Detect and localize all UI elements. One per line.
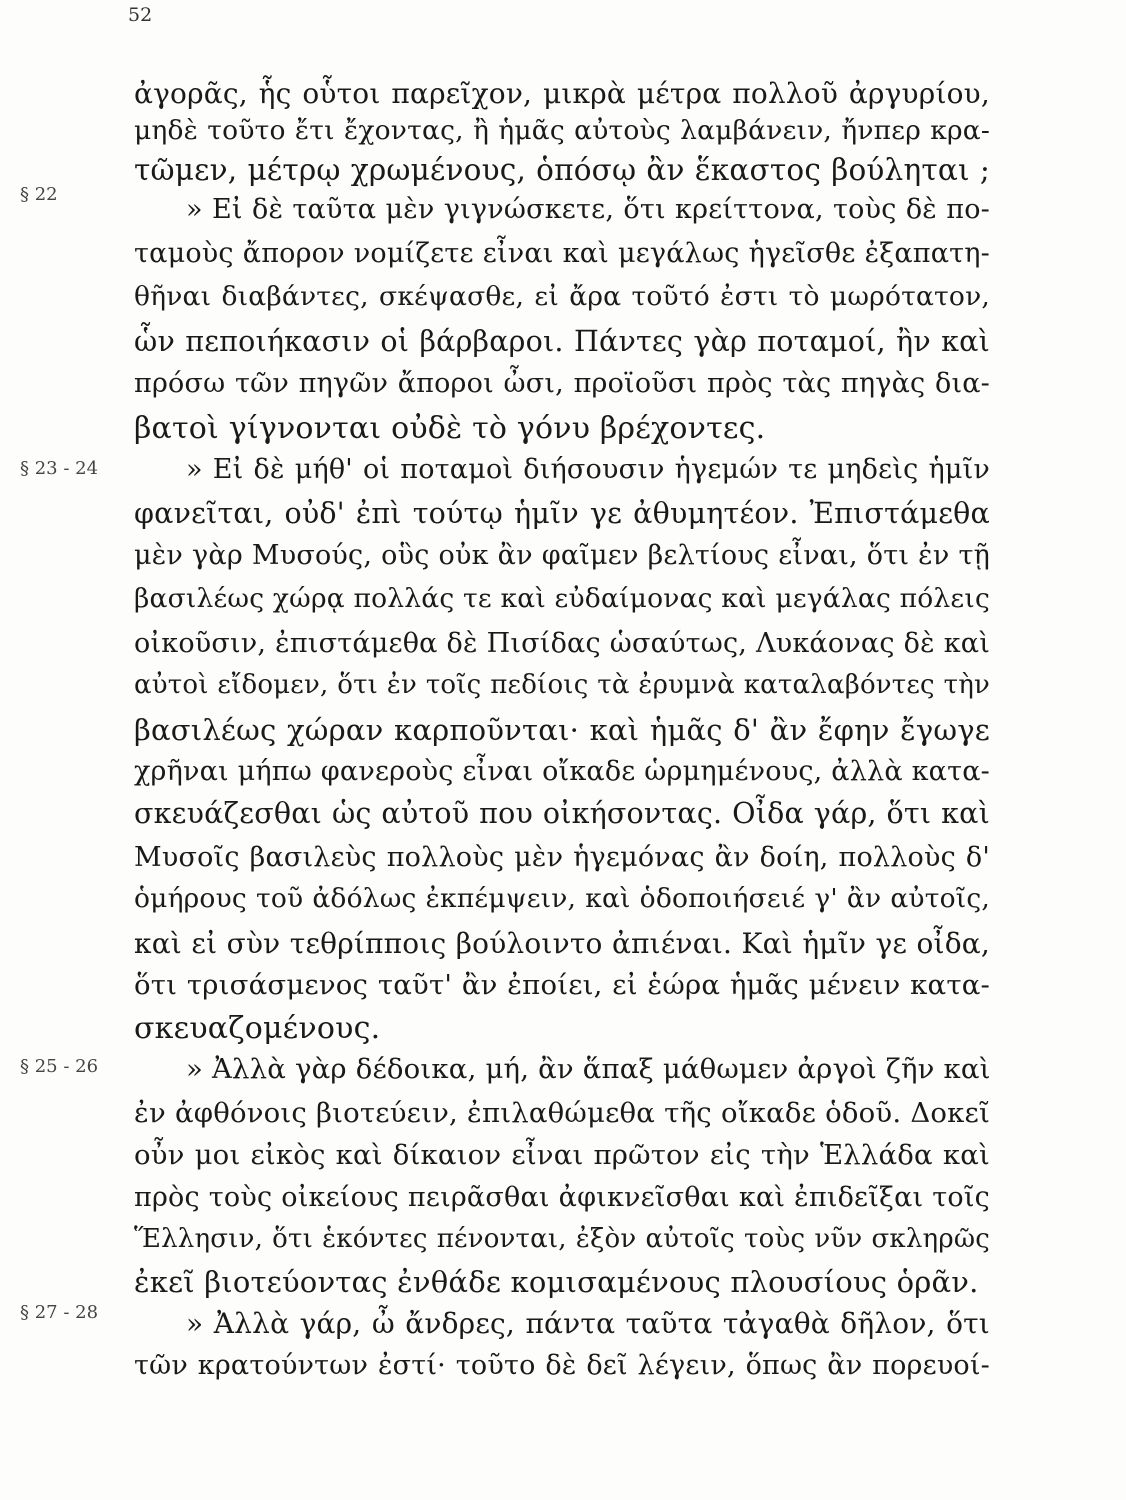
text-line: τῶν κρατούντων ἐστί· τοῦτο δὲ δεῖ λέγειν, ὅπως ἂν πορευοί-: [134, 1350, 990, 1381]
text-line: » Ἀλλὰ γάρ, ὦ ἄνδρες, πάντα ταῦτα τἀγαθὰ δῆλον, ὅτι: [186, 1307, 990, 1340]
text-line: μὲν γὰρ Μυσούς, οὓς οὐκ ἂν φαῖμεν βελτίους εἶναι, ὅτι ἐν τῇ: [134, 540, 990, 571]
text-line: σκευαζομένους.: [134, 1011, 381, 1046]
text-line: » Εἰ δὲ ταῦτα μὲν γιγνώσκετε, ὅτι κρείττονα, τοὺς δὲ πο-: [186, 194, 990, 225]
text-line: ἐν ἀφθόνοις βιοτεύειν, ἐπιλαθώμεθα τῆς οἴκαδε ὁδοῦ. Δοκεῖ: [134, 1097, 990, 1129]
text-line: ὁμήρους τοῦ ἀδόλως ἐκπέμψειν, καὶ ὁδοποιήσειέ γ' ἂν αὐτοῖς,: [134, 883, 990, 914]
text-line: οὖν μοι εἰκὸς καὶ δίκαιον εἶναι πρῶτον εἰς τὴν Ἑλλάδα καὶ: [134, 1139, 990, 1171]
section-marker: § 22: [20, 184, 58, 205]
text-line: ὧν πεποιήκασιν οἱ βάρβαροι. Πάντες γὰρ ποταμοί, ἢν καὶ: [134, 325, 990, 358]
section-marker: § 25 - 26: [20, 1056, 99, 1077]
text-line: βατοὶ γίγνονται οὐδὲ τὸ γόνυ βρέχοντες.: [134, 411, 766, 446]
text-line: πρὸς τοὺς οἰκείους πειρᾶσθαι ἀφικνεῖσθαι καὶ ἐπιδεῖξαι τοῖς: [134, 1182, 990, 1213]
text-line: βασιλέως χώραν καρποῦνται· καὶ ἡμᾶς δ' ἂν ἔφην ἔγωγε: [134, 713, 990, 747]
text-line: Μυσοῖς βασιλεὺς πολλοὺς μὲν ἡγεμόνας ἂν δοίη, πολλοὺς δ': [134, 842, 990, 873]
page-number: 52: [128, 4, 153, 26]
text-line: ἀγορᾶς, ἧς οὗτοι παρεῖχον, μικρὰ μέτρα πολλοῦ ἀργυρίου,: [134, 77, 990, 110]
text-line: σκευάζεσθαι ὡς αὐτοῦ που οἰκήσοντας. Οἶδα γάρ, ὅτι καὶ: [134, 797, 990, 830]
text-line: αὐτοὶ εἴδομεν, ὅτι ἐν τοῖς πεδίοις τὰ ἐρυμνὰ καταλαβόντες τὴν: [134, 670, 990, 700]
section-marker: § 23 - 24: [20, 458, 99, 479]
text-line: καὶ εἰ σὺν τεθρίπποις βούλοιντο ἀπιέναι. Καὶ ἡμῖν γε οἶδα,: [134, 927, 990, 960]
text-line: » Εἰ δὲ μήθ' οἱ ποταμοὶ διήσουσιν ἡγεμών τε μηδεὶς ἡμῖν: [186, 454, 990, 485]
text-line: τῶμεν, μέτρῳ χρωμένους, ὁπόσῳ ἂν ἕκαστος βούληται ;: [134, 153, 990, 187]
text-line: ὅτι τρισάσμενος ταῦτ' ἂν ἐποίει, εἰ ἑώρα ἡμᾶς μένειν κατα-: [134, 969, 990, 1001]
text-line: θῆναι διαβάντες, σκέψασθε, εἰ ἄρα τοῦτό ἐστι τὸ μωρότατον,: [134, 281, 990, 312]
text-line: » Ἀλλὰ γὰρ δέδοικα, μή, ἂν ἅπαξ μάθωμεν ἀργοὶ ζῆν καὶ: [186, 1053, 991, 1085]
section-marker: § 27 - 28: [20, 1302, 99, 1323]
text-line: χρῆναι μήπω φανεροὺς εἶναι οἴκαδε ὡρμημένους, ἀλλὰ κατα-: [134, 756, 990, 787]
text-line: πρόσω τῶν πηγῶν ἄποροι ὦσι, προϊοῦσι πρὸς τὰς πηγὰς δια-: [134, 368, 990, 399]
text-line: ἐκεῖ βιοτεύοντας ἐνθάδε κομισαμένους πλουσίους ὁρᾶν.: [134, 1265, 979, 1299]
text-line: φανεῖται, οὐδ' ἐπὶ τούτῳ ἡμῖν γε ἀθυμητέον. Ἐπιστάμεθα: [134, 497, 990, 530]
text-line: ταμοὺς ἄπορον νομίζετε εἶναι καὶ μεγάλως ἡγεῖσθε ἐξαπατη-: [134, 238, 990, 269]
text-line: οἰκοῦσιν, ἐπιστάμεθα δὲ Πισίδας ὡσαύτως, Λυκάονας δὲ καὶ: [134, 628, 990, 659]
text-line: Ἕλλησιν, ὅτι ἑκόντες πένονται, ἐξὸν αὐτοῖς τοὺς νῦν σκληρῶς: [134, 1224, 990, 1254]
text-line: βασιλέως χώρᾳ πολλάς τε καὶ εὐδαίμονας καὶ μεγάλας πόλεις: [134, 583, 990, 614]
text-line: μηδὲ τοῦτο ἔτι ἔχοντας, ἢ ἡμᾶς αὐτοὺς λαμβάνειν, ἤνπερ κρα-: [134, 115, 990, 146]
